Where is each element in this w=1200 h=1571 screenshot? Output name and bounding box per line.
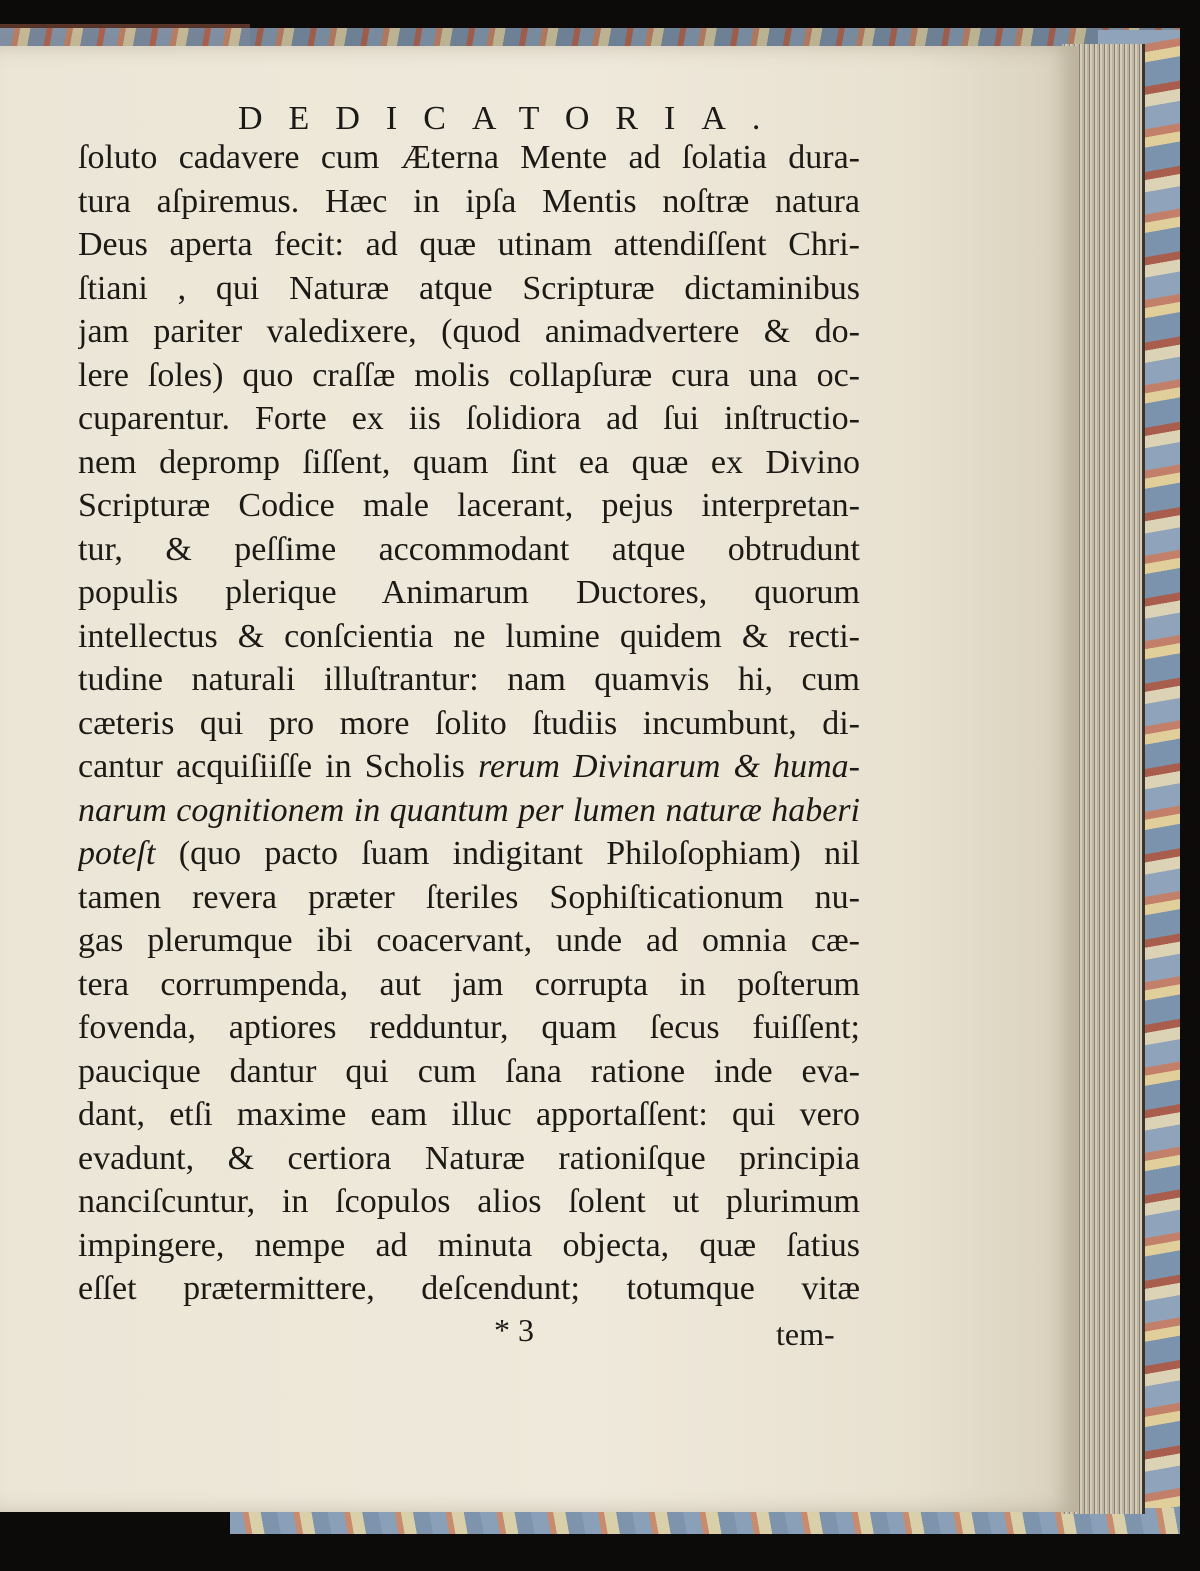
signature-mark: * 3 [494, 1312, 534, 1348]
text-line: cuparentur. Forte ex iis ſolidiora ad ſui inſtructio- [78, 400, 860, 437]
text-line: populis plerique Animarum Ductores, quorum [78, 574, 860, 611]
text-line: gas plerumque ibi coacervant, unde ad omnia cæ- [78, 922, 860, 959]
text-line-mixed [78, 832, 860, 876]
text-line: paucique dantur qui cum ſana ratione inde eva- [78, 1052, 860, 1090]
text-roman: (quo pacto ſuam indigitant Philoſophiam) nil [155, 835, 860, 872]
text-italic: poteſt [78, 835, 156, 872]
text-line: Deus aperta fecit: ad quæ utinam attendiſſent Chri- [78, 226, 860, 263]
catchword: tem- [776, 1316, 835, 1352]
text-line: intellectus & conſcientia ne lumine quidem & recti- [78, 617, 860, 655]
text-line-mixed [78, 745, 860, 789]
text-line: impingere, nempe ad minuta objecta, quæ ſatius [78, 1226, 860, 1264]
text-line: nem depromp ſiſſent, quam ſint ea quæ ex Divino [78, 443, 860, 481]
text-italic: rerum Divinarum & huma- [478, 748, 860, 785]
text-line: jam pariter valedixere, (quod animadvertere & do- [78, 313, 860, 350]
text-line: ſtiani , qui Naturæ atque Scripturæ dictaminibus [78, 269, 860, 307]
text-line: tur, & peſſime accommodant atque obtrudunt [78, 530, 860, 568]
text-line: tudine naturali illuſtrantur: nam quamvis hi, cum [78, 661, 860, 698]
text-block [78, 136, 860, 1336]
text-line: cæteris qui pro more ſolito ſtudiis incumbunt, di- [78, 704, 860, 742]
text-line: fovenda, aptiores redduntur, quam ſecus fuiſſent; [78, 1009, 860, 1046]
text-line: tera corrumpenda, aut jam corrupta in poſterum [78, 965, 860, 1003]
text-line: dant, etſi maxime eam illuc apportaſſent: qui vero [78, 1096, 860, 1133]
text-line: ſoluto cadavere cum Æterna Mente ad ſolatia dura- [78, 139, 860, 176]
text-roman: cantur acquiſiiſſe in Scholis [78, 748, 479, 785]
running-head: DEDICATORIA. [238, 100, 787, 137]
text-line: eſſet prætermittere, deſcendunt; totumque vitæ [78, 1270, 860, 1307]
text-line: lere ſoles) quo craſſæ molis collapſuræ cura una oc- [78, 356, 860, 394]
text-line: nanciſcuntur, in ſcopulos alios ſolent ut plurimum [78, 1183, 860, 1220]
text-line: tamen revera præter ſteriles Sophiſticationum nu- [78, 878, 860, 916]
text-line: evadunt, & certiora Naturæ rationiſque principia [78, 1139, 860, 1177]
text-line: tura aſpiremus. Hæc in ipſa Mentis noſtræ natura [78, 182, 860, 220]
text-line-italic: narum cognitionem in quantum per lumen naturæ haberi [78, 791, 860, 829]
text-line: Scripturæ Codice male lacerant, pejus interpretan- [78, 487, 860, 524]
